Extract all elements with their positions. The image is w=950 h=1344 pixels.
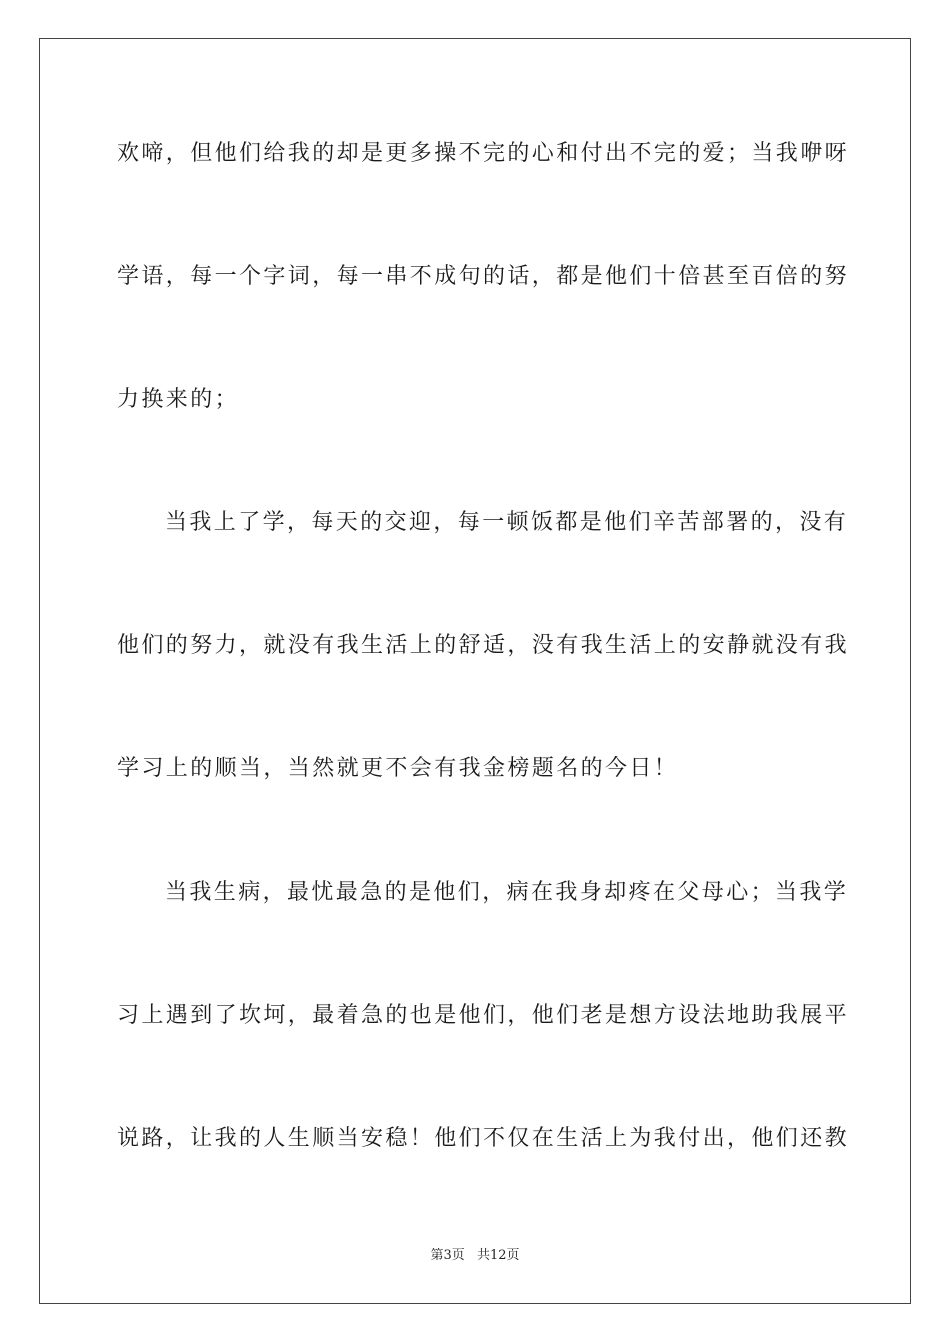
- text-line-5: 他们的努力，就没有我生活上的舒适，没有我生活上的安静就没有我: [117, 633, 850, 658]
- text-line-4: 当我上了学，每天的交迎，每一顿饭都是他们辛苦部署的，没有: [165, 510, 849, 535]
- text-line-1: 欢啼，但他们给我的却是更多操不完的心和付出不完的爱；当我咿呀: [117, 141, 850, 166]
- page-frame: [39, 38, 911, 1304]
- page-footer: [0, 1247, 950, 1265]
- text-line-3: 力换来的；: [117, 387, 240, 412]
- text-line-9: 说路，让我的人生顺当安稳！他们不仅在生活上为我付出，他们还教: [117, 1126, 850, 1151]
- text-line-6: 学习上的顺当，当然就更不会有我金榜题名的今日！: [117, 756, 679, 781]
- page-total: 共12页: [476, 1248, 520, 1263]
- text-line-8: 习上遇到了坎坷，最着急的也是他们，他们老是想方设法地助我展平: [117, 1003, 850, 1028]
- text-line-7: 当我生病，最忧最急的是他们，病在我身却疼在父母心；当我学: [165, 880, 849, 905]
- text-line-2: 学语，每一个字词，每一串不成句的话，都是他们十倍甚至百倍的努: [117, 264, 850, 289]
- page-number: 第3页: [430, 1248, 465, 1263]
